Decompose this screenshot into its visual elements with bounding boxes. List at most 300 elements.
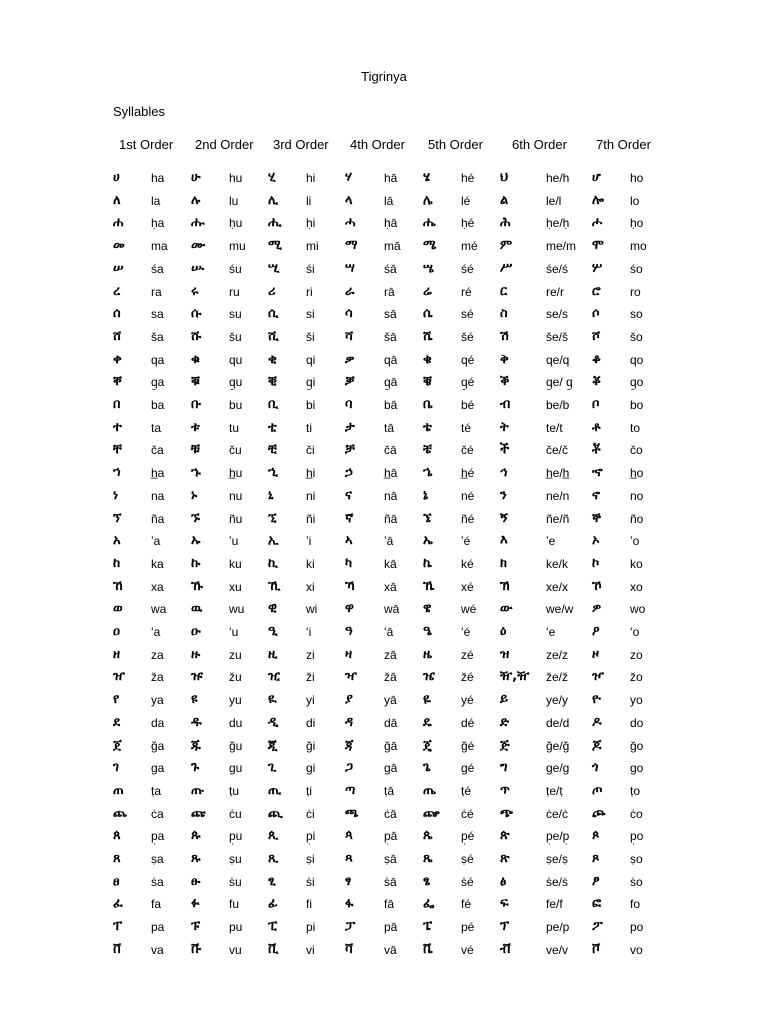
- syllable-glyph: ጌ: [423, 760, 431, 776]
- syllable-glyph: ቲ: [268, 419, 277, 435]
- transliteration: zu: [229, 647, 242, 662]
- syllable-glyph: ወ: [113, 601, 123, 617]
- syllable-glyph: እ: [500, 533, 508, 549]
- transliteration: ṣo: [630, 852, 643, 866]
- transliteration: ča: [151, 443, 164, 458]
- syllable-glyph: ክ: [500, 555, 508, 571]
- transliteration: nā: [384, 488, 398, 503]
- table-row: [0, 918, 768, 941]
- transliteration: se/s: [546, 307, 569, 322]
- syllable-glyph: ጾ: [592, 851, 600, 866]
- syllable-glyph: ጂ: [268, 737, 278, 753]
- transliteration: ğa: [151, 738, 165, 753]
- transliteration: ʻe: [546, 625, 556, 639]
- transliteration: śi: [306, 261, 315, 276]
- transliteration: vu: [229, 942, 242, 957]
- transliteration: ké: [461, 556, 474, 571]
- syllable-glyph: ቴ: [423, 419, 432, 435]
- syllable-glyph: ሸ: [113, 328, 122, 344]
- transliteration: ma: [151, 239, 168, 254]
- syllable-glyph: ጶ: [592, 828, 600, 844]
- column-header: 4th Order: [350, 137, 405, 152]
- transliteration: fu: [229, 897, 240, 912]
- transliteration: ži: [306, 670, 315, 685]
- table-row: [0, 441, 768, 464]
- transliteration: ṭi: [306, 783, 312, 798]
- transliteration: vo: [630, 942, 643, 957]
- syllable-glyph: ኹ: [191, 578, 203, 594]
- syllable-glyph: ፑ: [191, 919, 201, 935]
- transliteration: ʼā: [384, 534, 394, 549]
- syllable-glyph: ፈ: [113, 896, 123, 912]
- table-row: [0, 464, 768, 487]
- transliteration: ṭā: [384, 783, 395, 798]
- transliteration: hi: [306, 171, 316, 185]
- transliteration: ċi: [306, 806, 315, 821]
- transliteration: ha: [151, 171, 165, 185]
- syllable-glyph: ዚ: [268, 646, 278, 662]
- syllable-glyph: ዎ: [592, 601, 602, 617]
- transliteration: ru: [229, 284, 240, 299]
- syllable-glyph: ሾ: [592, 328, 601, 344]
- transliteration: qā: [384, 352, 398, 367]
- transliteration: sa: [151, 307, 164, 322]
- syllable-glyph: ቀ: [113, 351, 122, 367]
- syllable-glyph: ቸ: [113, 442, 122, 458]
- transliteration: ċā: [384, 806, 397, 821]
- transliteration: ḥe/ḥ: [546, 216, 570, 231]
- transliteration: q̱é: [461, 375, 475, 390]
- transliteration: śé: [461, 261, 474, 276]
- column-header: 7th Order: [596, 137, 651, 152]
- table-row: [0, 169, 768, 192]
- syllable-glyph: ዛ: [345, 646, 353, 662]
- transliteration: ro: [630, 284, 641, 299]
- syllable-glyph: ሮ: [592, 283, 601, 299]
- transliteration: su: [229, 307, 242, 322]
- syllable-glyph: ሴ: [423, 306, 433, 322]
- syllable-glyph: ዠ: [113, 669, 125, 685]
- syllable-glyph: ቦ: [592, 397, 600, 412]
- syllable-glyph: ዞ: [592, 646, 600, 662]
- transliteration: fa: [151, 897, 162, 912]
- syllable-glyph: ጄ: [423, 737, 432, 753]
- syllable-glyph: ረ: [113, 283, 121, 299]
- syllable-glyph: ጡ: [191, 782, 205, 798]
- syllable-glyph: ሄ: [423, 170, 431, 185]
- syllable-glyph: መ: [113, 238, 125, 254]
- syllable-glyph: ኅ: [500, 465, 508, 481]
- transliteration: ṭe/ṭ: [546, 783, 563, 798]
- syllable-glyph: ሎ: [592, 192, 604, 208]
- transliteration: va: [151, 942, 164, 957]
- transliteration: bi: [306, 398, 316, 412]
- syllable-glyph: ቁ: [191, 351, 200, 367]
- syllable-glyph: ገ: [113, 760, 119, 776]
- transliteration: ğu: [229, 738, 243, 753]
- transliteration: le/l: [546, 193, 562, 208]
- transliteration: žé: [461, 670, 474, 685]
- transliteration: q̱i: [306, 375, 316, 390]
- syllable-glyph: ኢ: [268, 533, 279, 549]
- syllable-glyph: ሤ: [423, 260, 435, 276]
- transliteration: no: [630, 488, 644, 503]
- transliteration: gi: [306, 761, 316, 776]
- syllable-glyph: ጦ: [592, 782, 603, 798]
- transliteration: ḥā: [384, 216, 398, 231]
- syllable-glyph: ተ: [113, 419, 122, 435]
- transliteration: še/š: [546, 329, 569, 344]
- syllable-glyph: ሙ: [191, 238, 206, 254]
- table-row: [0, 396, 768, 419]
- transliteration: ṣu: [229, 852, 242, 866]
- transliteration: dā: [384, 715, 398, 730]
- transliteration: te/t: [546, 420, 563, 435]
- syllable-glyph: ቨ: [113, 941, 122, 957]
- column-header: 5th Order: [428, 137, 483, 152]
- transliteration: q̱e/ q̱: [546, 375, 573, 390]
- syllable-glyph: ኙ: [191, 510, 200, 526]
- transliteration: do: [630, 715, 644, 730]
- page-title: Tigrinya: [361, 69, 407, 84]
- syllable-glyph: ለ: [113, 192, 121, 208]
- transliteration: me/m: [546, 239, 576, 254]
- transliteration: pi: [306, 920, 316, 935]
- syllable-glyph: ጫ: [345, 805, 359, 821]
- column-header: 1st Order: [119, 137, 174, 152]
- transliteration: ṡā: [384, 874, 397, 889]
- syllable-glyph: ፉ: [191, 896, 200, 912]
- transliteration: gé: [461, 761, 475, 776]
- transliteration: šé: [461, 329, 474, 344]
- syllable-glyph: አ: [113, 533, 121, 549]
- transliteration: ṡi: [306, 874, 315, 889]
- transliteration: gā: [384, 761, 398, 776]
- syllable-glyph: ዶ: [592, 714, 602, 730]
- transliteration: mi: [306, 239, 319, 254]
- syllable-glyph: ጀ: [113, 737, 122, 753]
- syllable-glyph: ዡ: [191, 669, 203, 685]
- syllable-glyph: ጸ: [113, 851, 121, 866]
- syllable-glyph: ሻ: [345, 328, 354, 344]
- transliteration: xo: [630, 579, 643, 594]
- syllable-glyph: ጪ: [268, 805, 283, 821]
- transliteration: ṣi: [306, 852, 315, 866]
- table-row: [0, 578, 768, 601]
- syllable-glyph: ሥ: [500, 260, 513, 276]
- transliteration: fe/f: [546, 897, 563, 912]
- syllable-glyph: ጤ: [423, 782, 436, 798]
- table-row: [0, 532, 768, 555]
- transliteration: mo: [630, 239, 647, 254]
- syllable-glyph: ጃ: [345, 737, 354, 753]
- transliteration: šu: [229, 329, 242, 344]
- transliteration: ṭu: [229, 783, 240, 798]
- transliteration: h̲u: [229, 466, 243, 481]
- transliteration: qo: [630, 352, 644, 367]
- transliteration: li: [306, 193, 312, 208]
- transliteration: ʻu: [229, 625, 239, 639]
- transliteration: xa: [151, 579, 164, 594]
- transliteration: ʻi: [306, 625, 312, 639]
- transliteration: rā: [384, 284, 395, 299]
- transliteration: xā: [384, 579, 397, 594]
- transliteration: ʼu: [229, 534, 239, 549]
- syllable-glyph: ደ: [113, 714, 121, 730]
- syllable-glyph: ጴ: [423, 828, 433, 844]
- syllable-glyph: ኚ: [268, 510, 277, 526]
- transliteration: ċu: [229, 806, 242, 821]
- syllable-glyph: ሖ: [592, 215, 603, 231]
- transliteration: vā: [384, 942, 397, 957]
- syllable-glyph: ዮ: [592, 692, 601, 708]
- syllable-glyph: ቻ: [345, 442, 355, 458]
- transliteration: pu: [229, 920, 243, 935]
- transliteration: ñā: [384, 511, 398, 526]
- syllable-glyph: ዐ: [113, 624, 121, 639]
- transliteration: da: [151, 715, 165, 730]
- transliteration: na: [151, 488, 165, 503]
- syllable-glyph: ኺ: [268, 578, 281, 594]
- syllable-glyph: ኸ: [113, 578, 123, 594]
- transliteration: ʻa: [151, 625, 161, 639]
- syllable-glyph: ዉ: [191, 601, 203, 617]
- syllable-glyph: ቓ: [345, 374, 355, 390]
- transliteration: fo: [630, 897, 641, 912]
- syllable-glyph: ጭ: [500, 805, 514, 821]
- syllable-glyph: ሐ: [113, 215, 124, 231]
- syllable-glyph: ዊ: [268, 601, 277, 617]
- table-row: [0, 214, 768, 237]
- column-header: 2nd Order: [195, 137, 254, 152]
- transliteration: ċo: [630, 806, 643, 821]
- syllable-glyph: ሕ: [500, 215, 511, 231]
- transliteration: ṣé: [461, 852, 474, 866]
- transliteration: vé: [461, 942, 474, 957]
- syllable-glyph: ሒ: [268, 215, 282, 231]
- syllable-glyph: ኽ: [500, 578, 510, 594]
- transliteration: qe/q: [546, 352, 570, 367]
- syllable-glyph: በ: [113, 397, 121, 412]
- transliteration: ža: [151, 670, 164, 685]
- table-row: [0, 737, 768, 760]
- transliteration: ne/n: [546, 488, 570, 503]
- syllable-glyph: ኞ: [592, 510, 602, 526]
- transliteration: ʻé: [461, 625, 471, 639]
- syllable-glyph: ኑ: [191, 487, 198, 503]
- column-header: 3rd Order: [273, 137, 329, 152]
- transliteration: lo: [630, 193, 640, 208]
- syllable-glyph: ሠ: [113, 260, 124, 276]
- syllable-glyph: ያ: [345, 692, 353, 708]
- syllable-glyph: ኃ: [345, 465, 353, 481]
- syllable-glyph: ሡ: [191, 260, 205, 276]
- syllable-glyph: ዣ: [345, 669, 357, 685]
- transliteration: ğé: [461, 738, 475, 753]
- syllable-glyph: ሢ: [268, 260, 280, 276]
- transliteration: ʻā: [384, 625, 394, 639]
- syllable-glyph: ሶ: [592, 306, 600, 322]
- transliteration: vi: [306, 942, 315, 957]
- syllable-glyph: ፒ: [268, 919, 278, 935]
- transliteration: fé: [461, 897, 472, 912]
- syllable-glyph: ሔ: [423, 215, 436, 231]
- syllable-glyph: ጆ: [592, 737, 602, 753]
- syllable-glyph: ፂ: [268, 873, 276, 889]
- syllable-glyph: ዦ: [592, 669, 604, 685]
- table-row: [0, 623, 768, 646]
- syllable-glyph: ይ: [500, 692, 508, 708]
- transliteration: či: [306, 443, 315, 458]
- syllable-glyph: ፃ: [345, 873, 352, 889]
- table-row: [0, 691, 768, 714]
- transliteration: ke/k: [546, 556, 569, 571]
- syllable-glyph: ቕ: [500, 374, 510, 390]
- syllable-glyph: ቢ: [268, 397, 279, 412]
- syllable-glyph: ጺ: [268, 851, 279, 866]
- syllable-glyph: ቄ: [423, 351, 432, 367]
- transliteration: la: [151, 193, 161, 208]
- table-row: [0, 941, 768, 964]
- transliteration: mā: [384, 239, 401, 254]
- syllable-glyph: ፔ: [423, 919, 433, 935]
- transliteration: gu: [229, 761, 243, 776]
- syllable-glyph: ኩ: [191, 555, 201, 571]
- syllable-glyph: ከ: [113, 555, 121, 571]
- transliteration: hā: [384, 171, 398, 185]
- syllable-glyph: ል: [500, 192, 509, 208]
- syllable-glyph: ቐ: [113, 374, 122, 390]
- table-row: [0, 487, 768, 510]
- transliteration: ḥo: [630, 216, 644, 231]
- syllable-glyph: ቭ: [500, 941, 511, 957]
- table-row: [0, 895, 768, 918]
- table-row: [0, 192, 768, 215]
- transliteration: tā: [384, 420, 395, 435]
- transliteration: lā: [384, 193, 394, 208]
- transliteration: za: [151, 647, 164, 662]
- syllable-glyph: ቮ: [592, 941, 601, 957]
- syllable-glyph: ዙ: [191, 646, 201, 662]
- syllable-glyph: ፕ: [500, 919, 510, 935]
- syllable-glyph: ዪ: [268, 692, 277, 708]
- transliteration: q̱a: [151, 375, 165, 390]
- transliteration: ʼi: [306, 534, 312, 549]
- syllable-glyph: ዴ: [423, 714, 432, 730]
- table-row: [0, 668, 768, 691]
- syllable-glyph: የ: [113, 692, 120, 708]
- syllable-glyph: ቖ: [592, 374, 601, 390]
- transliteration: ṭa: [151, 783, 162, 798]
- column-header: 6th Order: [512, 137, 567, 152]
- syllable-glyph: ኂ: [268, 465, 278, 481]
- syllable-glyph: ነ: [113, 487, 119, 503]
- transliteration: wu: [229, 602, 245, 617]
- transliteration: h̲é: [461, 466, 475, 481]
- syllable-glyph: ሆ: [592, 170, 601, 185]
- transliteration: xi: [306, 579, 315, 594]
- transliteration: h̲e/h̲: [546, 466, 570, 481]
- syllable-glyph: ዝ: [500, 646, 510, 662]
- transliteration: ya: [151, 693, 164, 708]
- transliteration: žā: [384, 670, 397, 685]
- transliteration: té: [461, 420, 472, 435]
- transliteration: p̣u: [229, 829, 243, 844]
- syllable-glyph: ዬ: [423, 692, 431, 708]
- syllable-glyph: ካ: [345, 555, 353, 571]
- transliteration: ši: [306, 329, 315, 344]
- syllable-glyph: ግ: [500, 760, 508, 776]
- syllable-glyph: ጋ: [345, 760, 354, 776]
- transliteration: p̣o: [630, 829, 644, 844]
- syllable-glyph: ቪ: [268, 941, 279, 957]
- table-row: [0, 305, 768, 328]
- syllable-glyph: ጢ: [268, 782, 282, 798]
- transliteration: pa: [151, 920, 165, 935]
- transliteration: ṡe/ṡ: [546, 874, 569, 889]
- syllable-glyph: ቩ: [191, 941, 202, 957]
- transliteration: mé: [461, 239, 478, 254]
- syllable-glyph: ዘ: [113, 646, 121, 662]
- table-row: [0, 373, 768, 396]
- transliteration: ri: [306, 284, 313, 299]
- transliteration: ta: [151, 420, 162, 435]
- transliteration: zi: [306, 647, 315, 662]
- transliteration: ka: [151, 556, 164, 571]
- syllable-glyph: ታ: [345, 419, 355, 435]
- syllable-glyph: ቺ: [268, 442, 277, 458]
- syllable-glyph: ቬ: [423, 941, 433, 957]
- transliteration: wa: [151, 602, 167, 617]
- transliteration: ċé: [461, 806, 474, 821]
- transliteration: h̲i: [306, 466, 316, 481]
- syllable-glyph: ኄ: [423, 465, 433, 481]
- transliteration: ḥu: [229, 216, 243, 231]
- syllable-glyph: ኻ: [345, 578, 355, 594]
- transliteration: wé: [461, 602, 477, 617]
- syllable-glyph: ቑ: [191, 374, 200, 390]
- syllable-glyph: ጻ: [345, 851, 353, 866]
- syllable-glyph: ሃ: [345, 170, 352, 185]
- syllable-glyph: ፓ: [345, 919, 356, 935]
- syllable-glyph: ባ: [345, 397, 353, 412]
- syllable-glyph: ኣ: [345, 533, 353, 549]
- syllable-glyph: ጼ: [423, 851, 433, 866]
- syllable-glyph: ፋ: [345, 896, 354, 912]
- transliteration: yo: [630, 693, 643, 708]
- transliteration: čā: [384, 443, 397, 458]
- table-row: [0, 260, 768, 283]
- table-row: [0, 714, 768, 737]
- syllable-glyph: ዌ: [423, 601, 432, 617]
- transliteration: si: [306, 307, 315, 322]
- syllable-glyph: ሹ: [191, 328, 202, 344]
- transliteration: śo: [630, 261, 643, 276]
- transliteration: nu: [229, 488, 243, 503]
- syllable-glyph: ሑ: [191, 215, 205, 231]
- transliteration: pé: [461, 920, 475, 935]
- transliteration: ñé: [461, 511, 475, 526]
- transliteration: di: [306, 715, 316, 730]
- transliteration: po: [630, 920, 644, 935]
- syllable-glyph: ሽ: [500, 328, 509, 344]
- transliteration: yā: [384, 693, 397, 708]
- syllable-glyph: ቂ: [268, 351, 277, 367]
- table-row: [0, 805, 768, 828]
- transliteration: sā: [384, 307, 397, 322]
- syllable-glyph: ዲ: [268, 714, 279, 730]
- transliteration: qé: [461, 352, 475, 367]
